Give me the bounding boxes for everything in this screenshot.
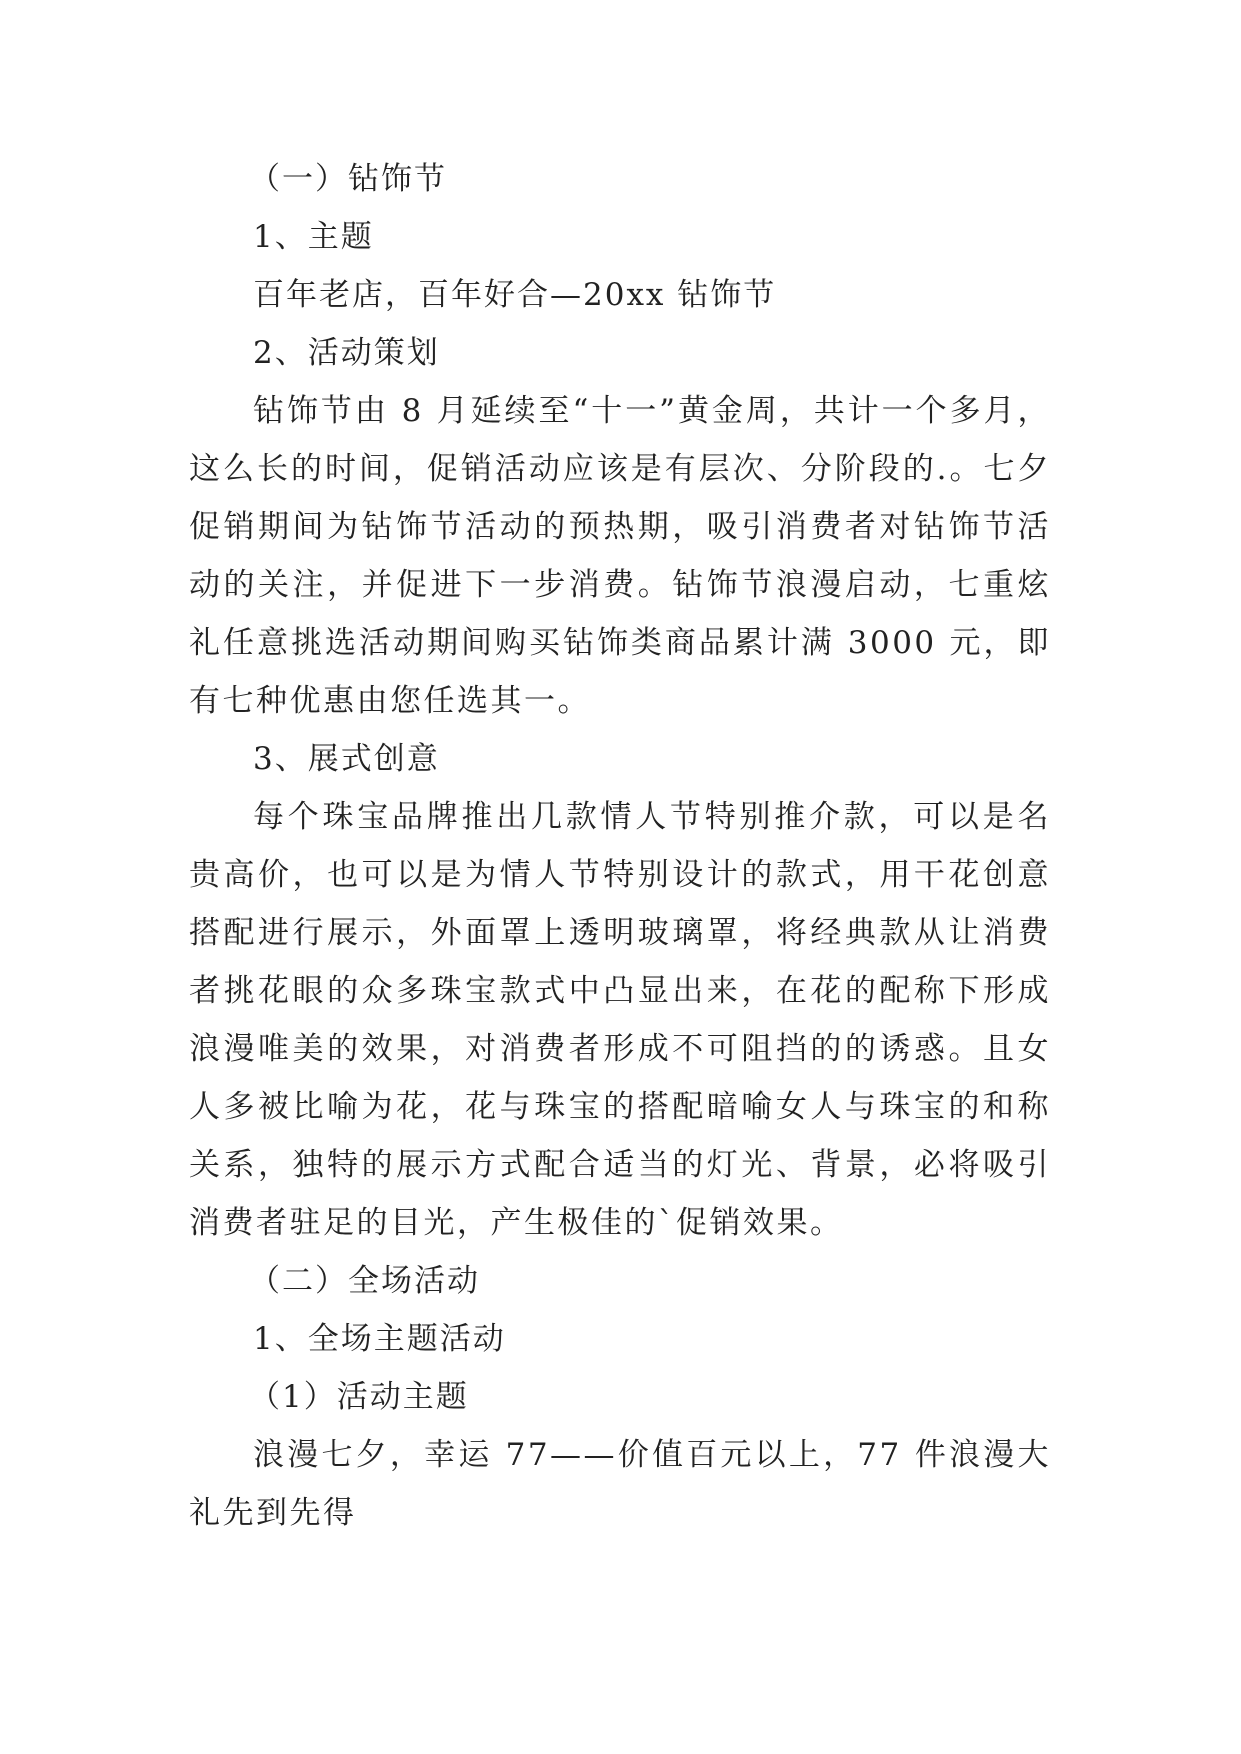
item-heading-theme: 1、主题 (253, 219, 374, 255)
activity-theme-paragraph: 浪漫七夕，幸运 77——价值百元以上，77 件浪漫大礼先到先得 (189, 1437, 1051, 1531)
activity-plan-paragraph: 钻饰节由 8 月延续至“十一”黄金周，共计一个多月，这么长的时间，促销活动应该是有层次、分阶段的.。七夕促销期间为钻饰节活动的预热期，吸引消费者对钻饰节活动的关注，并促进下一步消费。钻饰节浪漫启动，七重炫礼任意挑选活动期间购买钻饰类商品累计满 3000 元，即有七种优惠由您任选其一。 (189, 393, 1051, 719)
item-heading-store-theme-activity: 1、全场主题活动 (253, 1321, 506, 1357)
display-idea-paragraph: 每个珠宝品牌推出几款情人节特别推介款，可以是名贵高价，也可以是为情人节特别设计的款式，用干花创意搭配进行展示，外面罩上透明玻璃罩，将经典款从让消费者挑花眼的众多珠宝款式中凸显出来，在花的配称下形成浪漫唯美的效果，对消费者形成不可阻挡的的诱惑。且女人多被比喻为花，花与珠宝的搭配暗喻女人与珠宝的和称关系，独特的展示方式配合适当的灯光、背景，必将吸引消费者驻足的目光，产生极佳的`促销效果。 (189, 799, 1051, 1241)
section-heading-store-wide: （二）全场活动 (249, 1263, 480, 1299)
section-heading-diamond-festival: （一）钻饰节 (249, 161, 447, 197)
item-heading-display-idea: 3、展式创意 (253, 741, 440, 777)
item-heading-activity-plan: 2、活动策划 (253, 335, 440, 371)
document-body (189, 150, 1051, 1542)
sub-heading-activity-theme: （1）活动主题 (249, 1379, 469, 1415)
theme-text: 百年老店，百年好合—20xx 钻饰节 (253, 277, 777, 313)
